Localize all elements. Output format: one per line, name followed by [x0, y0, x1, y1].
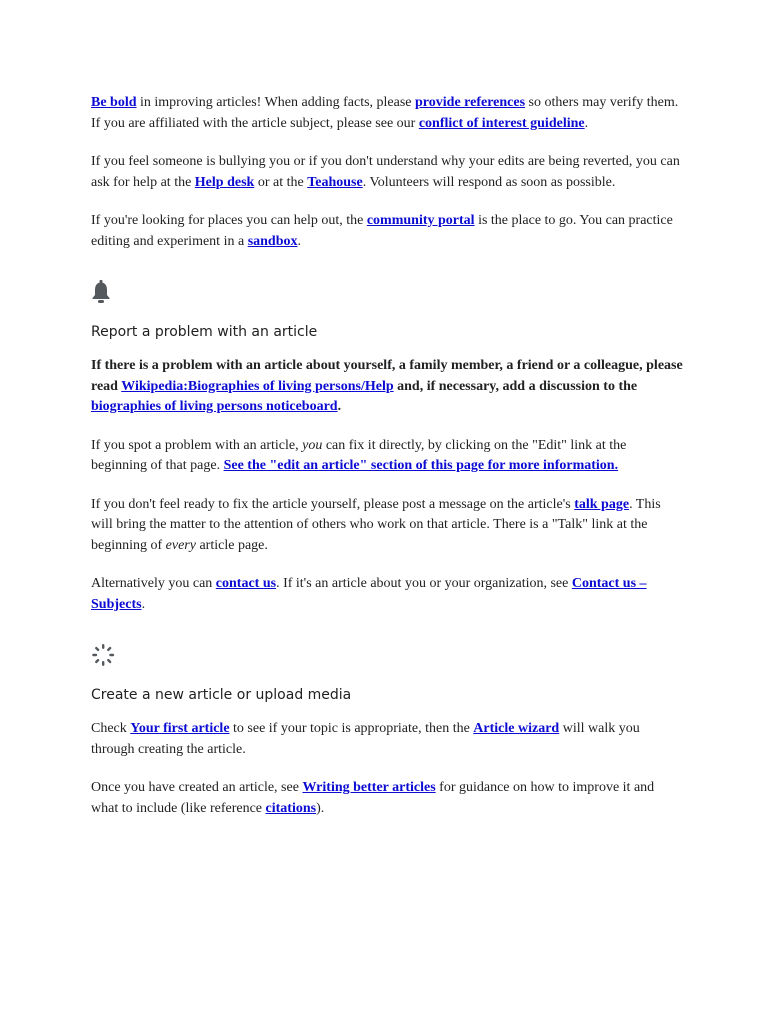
report-paragraph-talk [91, 495, 683, 557]
report-paragraph-fix [91, 436, 683, 477]
text: will walk you through creating the article. [91, 721, 640, 757]
text: . If it's an article about you or your organization, see [276, 576, 572, 591]
create-paragraph-first-article [91, 719, 683, 760]
edit-article-section-link[interactable]: See the "edit an article" section of this page for more information. [223, 458, 619, 473]
text: is the place to go. You can practice editing and experiment in a [91, 213, 673, 249]
intro-paragraph-be-bold [91, 93, 683, 134]
text: for guidance on how to improve it and what to include (like reference [91, 780, 655, 816]
loading-spinner-icon [91, 643, 115, 667]
report-paragraph-contact [91, 574, 683, 615]
report-icon-wrap [91, 276, 683, 308]
intro-paragraph-community [91, 211, 683, 252]
your-first-article-link[interactable]: Your first article [130, 721, 230, 736]
blp-noticeboard-link[interactable]: biographies of living persons noticeboard [91, 399, 338, 414]
blp-help-link[interactable]: Wikipedia:Biographies of living persons/Help [121, 378, 394, 394]
text: If you don't feel ready to fix the article yourself, please post a message on the article's [91, 496, 575, 512]
text: . Volunteers will respond as soon as possible. [362, 174, 616, 190]
text: so others may verify them. If you are affiliated with the article subject, please see our [91, 95, 679, 131]
emphasis-you: you [302, 437, 323, 453]
teahouse-link[interactable]: Teahouse [307, 174, 363, 190]
emphasis-every: every [165, 537, 196, 553]
text: Alternatively you can [91, 576, 216, 591]
text: . [337, 399, 342, 414]
text: in improving articles! When adding facts, please [136, 95, 416, 110]
citations-link[interactable]: citations [265, 800, 317, 816]
intro-paragraph-bullying [91, 152, 683, 193]
text: Once you have created an article, see [91, 780, 303, 795]
community-portal-link[interactable]: community portal [366, 213, 475, 228]
text: If there is a problem with an article about yourself, a family member, a friend or a colleague, please read [91, 358, 683, 394]
report-paragraph-blp [91, 356, 683, 418]
text: If you're looking for places you can help out, the [91, 213, 367, 228]
create-paragraph-writing-better [91, 778, 683, 819]
contact-us-subjects-link[interactable]: Contact us – Subjects [91, 576, 647, 612]
report-heading: Report a problem with an article [91, 324, 318, 340]
talk-page-link[interactable]: talk page [574, 496, 630, 512]
text: . [297, 233, 301, 249]
text: Check [91, 721, 131, 736]
conflict-of-interest-link[interactable]: conflict of interest guideline [418, 115, 585, 131]
text: . [584, 115, 589, 131]
create-heading: Create a new article or upload media [91, 687, 352, 703]
help-desk-link[interactable]: Help desk [194, 174, 255, 190]
sandbox-link[interactable]: sandbox [247, 233, 298, 249]
bell-icon [91, 280, 111, 304]
text: can fix it directly, by clicking on the "Edit" link at the beginning of that page. [91, 437, 627, 473]
text: to see if your topic is appropriate, then the [229, 721, 474, 736]
article-wizard-link[interactable]: Article wizard [473, 721, 560, 736]
create-icon-wrap [91, 639, 683, 671]
help-page-content [91, 93, 683, 819]
text: If you feel someone is bullying you or if you don't understand why your edits are being reverted, you can ask for help at the [91, 154, 680, 190]
be-bold-link[interactable]: Be bold [91, 95, 137, 110]
text: and, if necessary, add a discussion to the [393, 378, 638, 394]
text: . This will bring the matter to the attention of others who work on that article. There is a "Talk" link at the beginning of [91, 496, 661, 553]
writing-better-articles-link[interactable]: Writing better articles [302, 780, 436, 795]
provide-references-link[interactable]: provide references [415, 95, 526, 110]
contact-us-link[interactable]: contact us [215, 576, 277, 591]
text: . [141, 596, 146, 612]
text: If you spot a problem with an article, [91, 437, 303, 453]
text: or at the [254, 174, 308, 190]
text: article page. [195, 537, 268, 553]
text: ). [316, 800, 325, 816]
